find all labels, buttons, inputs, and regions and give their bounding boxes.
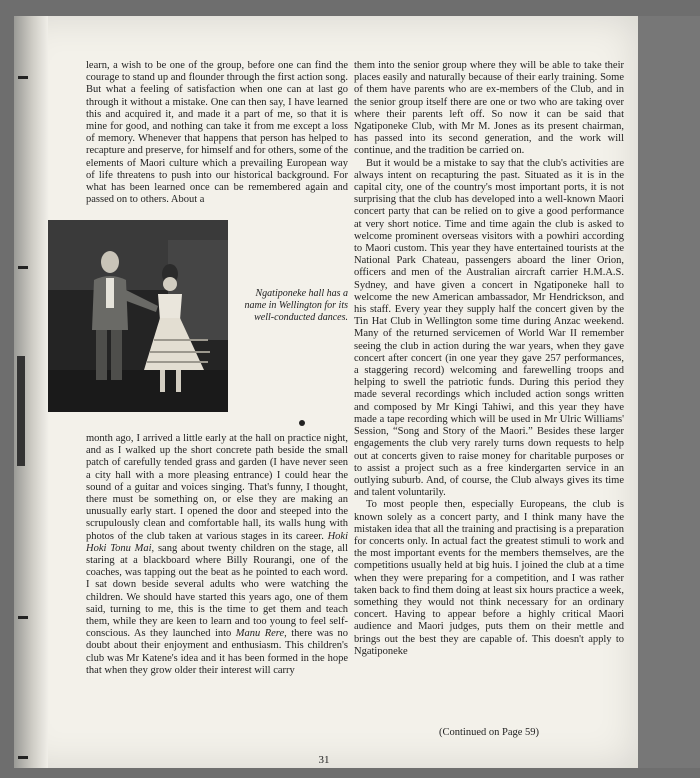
binding-mark (18, 756, 28, 759)
article-paragraph: them into the senior group where they will be able to take their places easily and naturally because of their early training. Some of them have parents who are ex-members of the Club, and in the senior group itself there are one or two who are taking over where their parents left off. So now it can be said that Ngatiponeke Club, with Mr M. Jones as its present chairman, has passed into its second generation, and the work will continue, and the tradition be carried on. (354, 60, 624, 157)
text-run: there was no doubt about their enjoyment and enthusiasm. This children's club was Mr Katene's idea and it has been formed in the hope that when they grow older their interest will carry (86, 628, 349, 676)
bullet-dot (299, 420, 305, 426)
binding-mark (18, 616, 28, 619)
text-run: month ago, I arrived a little early at the hall on practice night, and as I walked up the short concrete path beside the small patch of carefully tended grass and garden (I have never seen a city hall with a more pleasing entrance) I could hear the sound of a guitar and voices singing. That's funny, I thought, there must be something on, or else they are making an unusually early start. I opened the door and steeped into the scrupulously clean and comfortable hall, its walls hung with photos of the club taken at various stages in its career. (86, 433, 348, 542)
binding-edge (14, 16, 48, 768)
dancing-couple-image (48, 220, 228, 412)
song-title: Manu Rere, (235, 628, 287, 640)
photo-caption: Ngatiponeke hall has a name in Wellington for its well-conducted dances. (244, 288, 348, 323)
dance-photo (48, 220, 228, 412)
text-run: sang about twenty children on the stage, all staring at a blackboard where Billy Rourangi, one of the coaches, was tapping out the beat as he pointed to each word. I sat down beside several adults who were watching the children. We should have started this years ago, one of them said, turning to me, this is the time to get them and teach them, while they are keen to learn and too young to feel self-conscious. As they launched into (86, 542, 349, 640)
binding-mark (18, 76, 28, 79)
article-paragraph: But it would be a mistake to say that the club's activities are always intent on recapturing the past. Situated as it is in the capital city, one of the country's most important ports, it is not surprising that the club has developed into a well-known Maori concert party that can be relied on to give a good performance at very short notice. Time and time again the club is asked to welcome prominent overseas visitors with a powhiri according to Maori custom. This year they have entertained tourists at the National Park Chateau, passengers aboard the liner Orion, officers and men of the Australian aircraft carrier H.M.A.S. Sydney, and have given a concert in Ngatiponeke hall to welcome the new American ambassador, Mr Hendrickson, and his staff. Every year they supply half the concert given by the Tin Hat Club in Wellington some time during Anzac weekend. Many of the returned servicemen of World War II remember seeing the club in action during the war years, when they gave concert after concert (in one year they gave 257 performances, a staggering record) welcoming and farewelling troops and helping to swell the patriotic funds. During this period they made several recordings which included action songs written and composed by Mr Kingi Tahiwi, and this year they have made a tape recording which will be used in Mr Ulric Williams' Session, “Song and Story of the Maori.” Besides these larger engagements the club very rarely turns down requests to help out at concerts given to raise money for charitable purposes or to assist a project such as a free kindergarten service in an outlying suburb. And, of course, the Club always gives its time and talent voluntarily. (354, 157, 624, 499)
continued-note: (Continued on Page 59) (438, 727, 540, 738)
magazine-page (14, 16, 638, 768)
article-column-right (354, 60, 624, 658)
article-column-left-top (86, 60, 348, 206)
binding-mark (18, 266, 28, 269)
scan-background (638, 16, 700, 768)
song-title: Hoki Hoki Tonu Mai, (86, 530, 349, 554)
article-paragraph: To most people then, especially Europeans, the club is known solely as a concert party, and I think many have the mistaken idea that all the training and practising is a preparation for concerts only. In actual fact the greatest stimuli to work and the most important events for the members themselves, are the competitions usually held at big huis. I joined the club at a time when they were preparing for a competition, and I was rather taken back to find them doing at least six hours practice a week, something they would not think necessary for an ordinary concert. Having to appear before a highly critical Maori audience and Maori judges, puts them on their mettle and brings out the best they are capable of. This doesn't apply to Ngatiponeke (354, 499, 624, 657)
binding-bar (17, 356, 25, 466)
article-paragraph (86, 433, 348, 677)
article-column-left-bottom (86, 433, 348, 677)
page-number: 31 (318, 754, 330, 766)
article-paragraph: learn, a wish to be one of the group, before one can find the courage to stand up and flounder through the first action song. But what a feeling of satisfaction when one can at last go through it without a mistake. One can then say, I have learned this and acquired it, and made it a part of me, so that it is mine for good, and nothing can take it from me except a loss of memory. Whenever that happens that person has helped to recapture and preserve, for himself and for others, some of the elements of Maori culture which a prevailing European way of life threatens to push into our historical background. For what has been learned once can be remembered again and passed on to others. About a (86, 60, 348, 206)
